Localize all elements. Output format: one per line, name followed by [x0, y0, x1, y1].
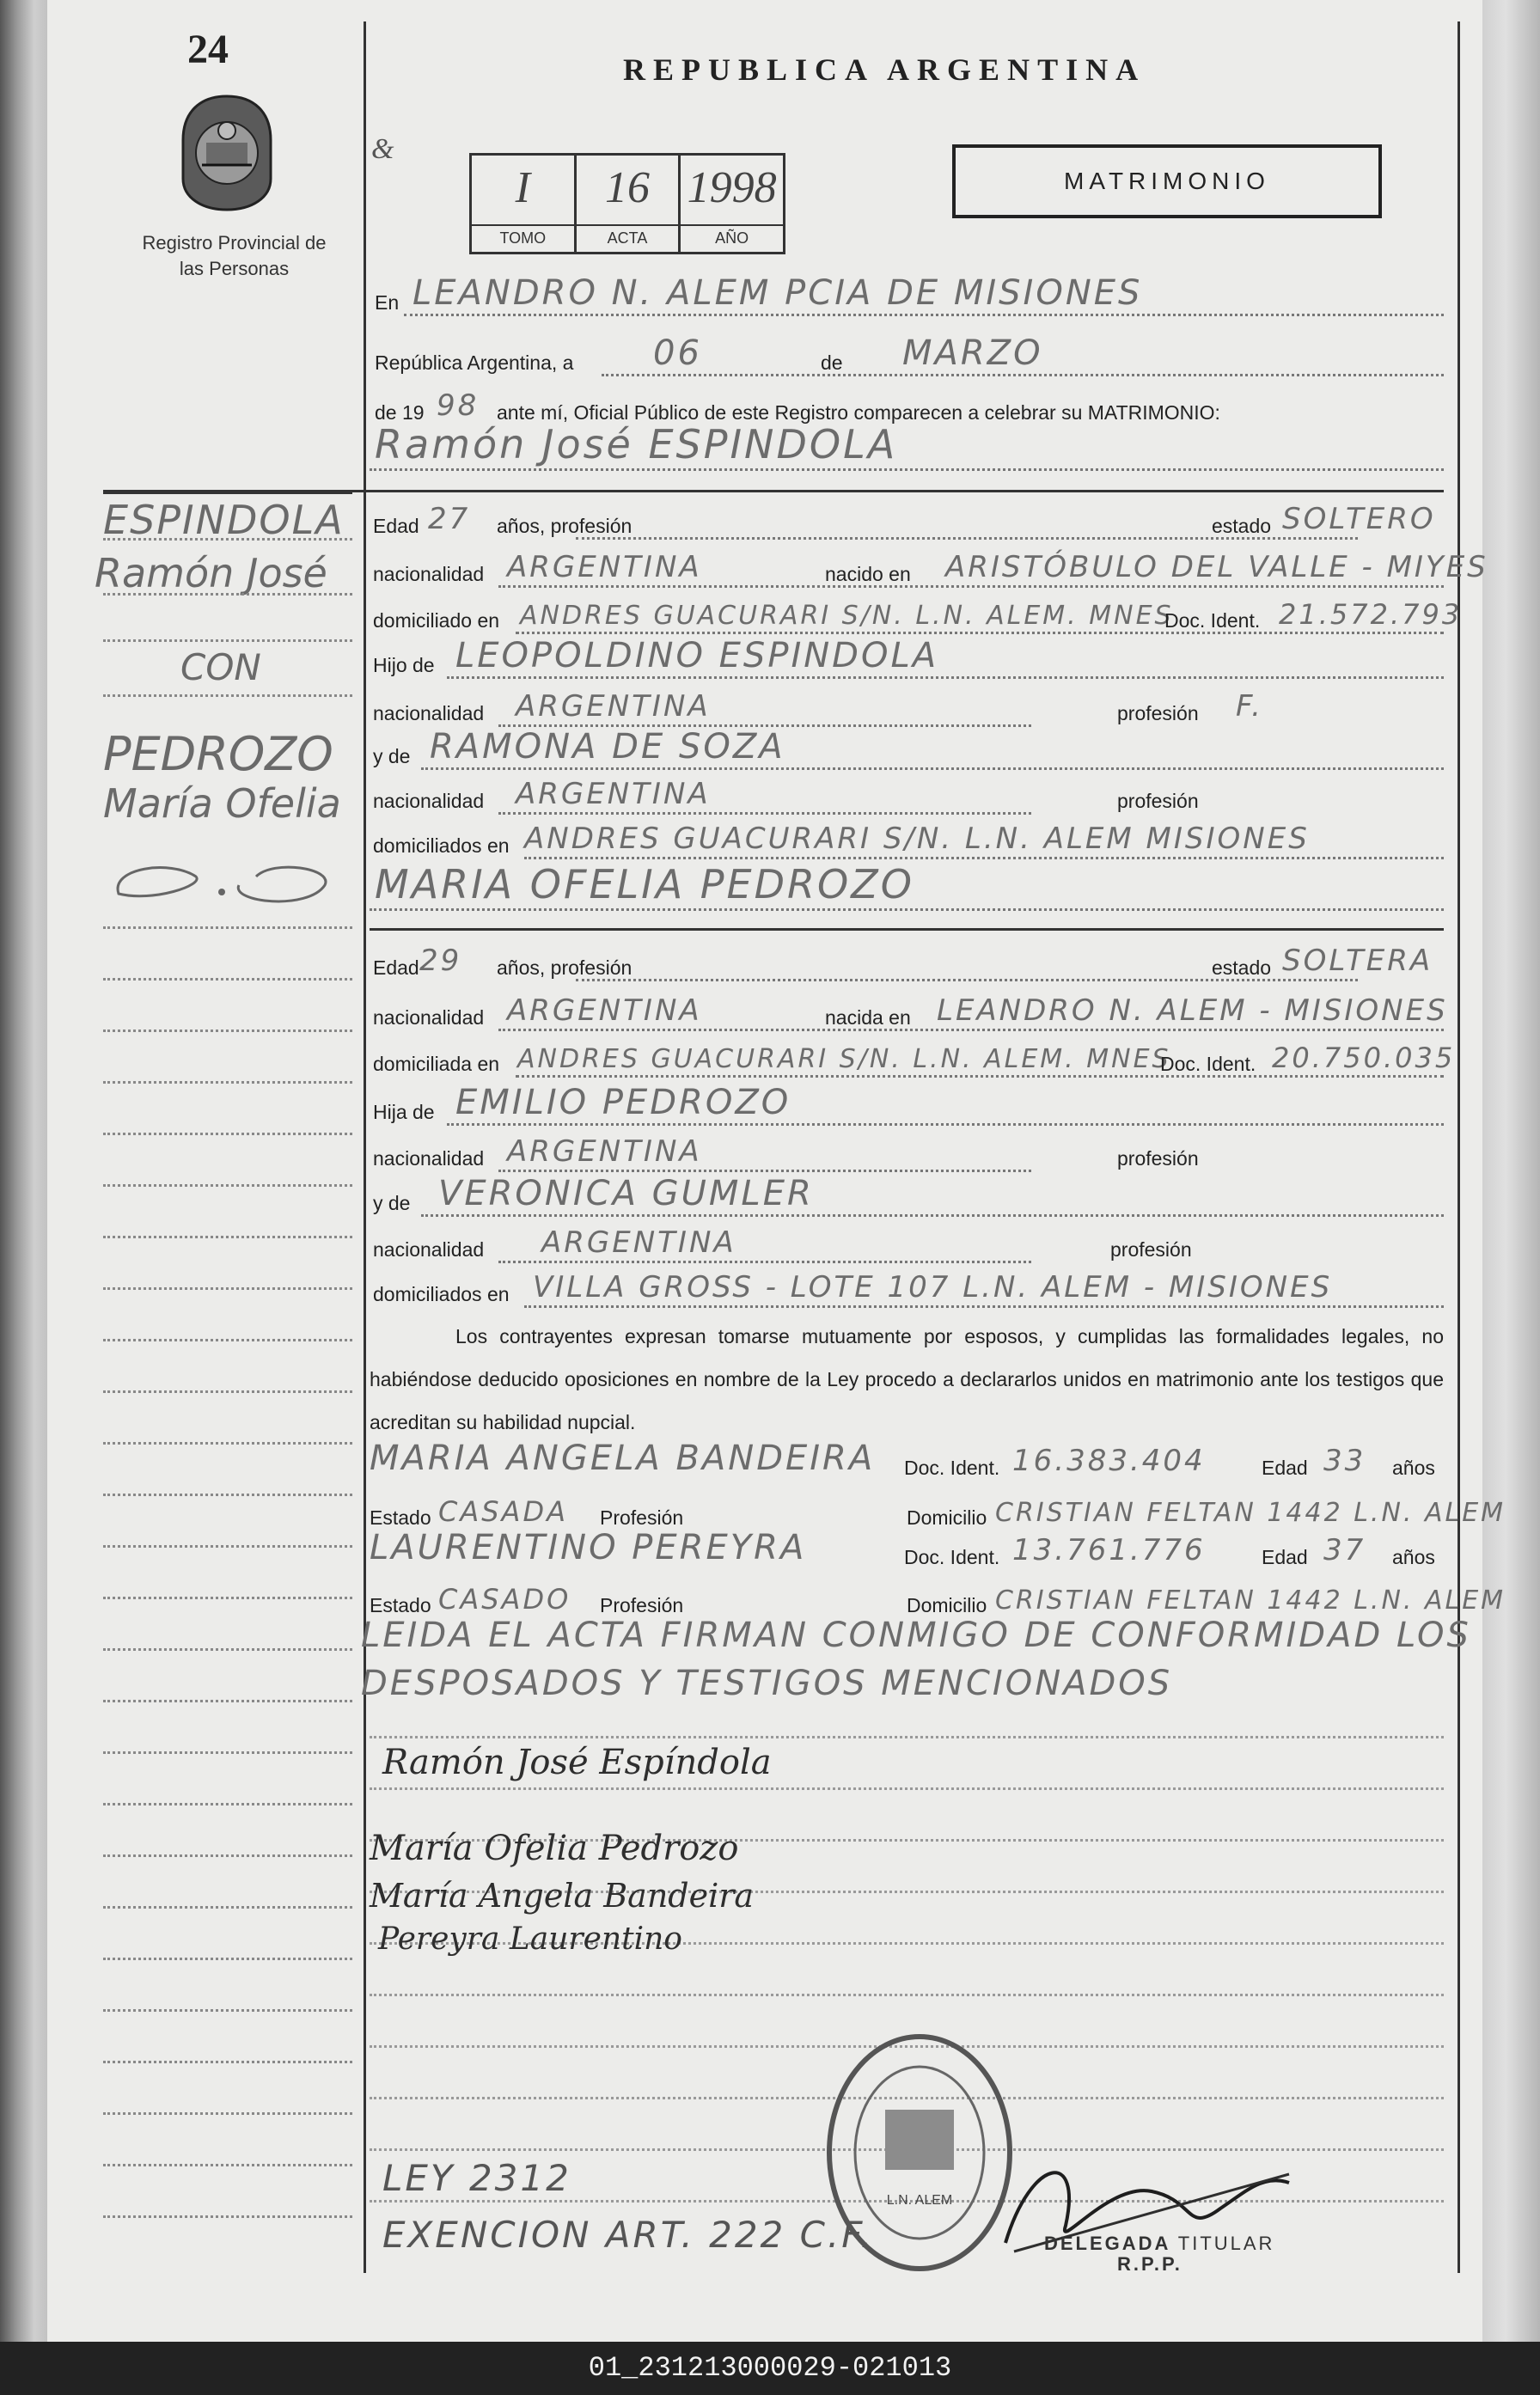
margin-ruled-line — [103, 2061, 352, 2063]
ruled-line — [370, 1994, 1444, 1996]
place-value: LEANDRO N. ALEM PCIA DE MISIONES — [412, 273, 1143, 313]
groom-name-row — [370, 421, 1444, 476]
book-binding-left — [0, 0, 52, 2342]
dotted-line — [516, 632, 1444, 634]
margin-ruled-line — [103, 1133, 352, 1135]
groom-parents-dom-row — [370, 818, 1444, 865]
margin-ruled-line — [103, 1751, 352, 1754]
mother-nac-label: nacionalidad — [373, 790, 485, 812]
bride-nacionalidad: ARGENTINA — [507, 993, 702, 1028]
act-type-box: MATRIMONIO — [952, 144, 1382, 218]
dotted-line — [447, 1123, 1444, 1126]
estado-label: estado — [1212, 515, 1272, 537]
witness1-domicilio-label: Domicilio — [907, 1506, 987, 1529]
bride-age-row — [370, 940, 1444, 987]
margin-ruled-line — [103, 1390, 352, 1393]
tomo-value: I — [515, 163, 530, 212]
groom-age: 27 — [428, 502, 471, 536]
ano-label: AÑO — [681, 224, 783, 252]
delegada-text: DELEGADA — [1044, 2233, 1170, 2254]
margin-ruled-line — [103, 1648, 352, 1651]
day-value: 06 — [653, 333, 702, 373]
bride-nationality-row — [370, 990, 1448, 1036]
groom-nationality-row — [370, 547, 1488, 593]
dotted-line — [421, 1214, 1444, 1217]
nacionalidad-label: nacionalidad — [373, 1006, 485, 1029]
bride-father: EMILIO PEDROZO — [455, 1083, 791, 1122]
month-value: MARZO — [902, 333, 1043, 373]
register-box — [469, 153, 785, 254]
bride-father-row — [370, 1084, 1444, 1131]
witness1-doc: 16.383.404 — [1012, 1444, 1206, 1478]
domiciliada-label: domiciliada en — [373, 1053, 500, 1075]
domiciliado-label: domiciliado en — [373, 609, 500, 632]
witness1-profesion-label: Profesión — [600, 1506, 684, 1529]
stamp-location: L.N. ALEM — [886, 2193, 953, 2208]
doc-label: Doc. Ident. — [1160, 1053, 1256, 1075]
left-column-divider — [364, 21, 366, 2273]
nacido-label: nacido en — [825, 563, 911, 585]
dotted-line — [498, 585, 1444, 588]
doc-label: Doc. Ident. — [1164, 609, 1261, 632]
margin-con: CON — [180, 646, 261, 688]
nacionalidad-label: nacionalidad — [373, 563, 485, 585]
witness2-profesion-label: Profesión — [600, 1594, 684, 1616]
file-id-footer: 01_231213000029-021013 — [0, 2342, 1540, 2395]
acta-cell — [577, 156, 681, 252]
ruled-line — [370, 1787, 1444, 1790]
hija-label: Hija de — [373, 1101, 435, 1123]
witness1-name-row — [370, 1440, 1444, 1487]
bride-mother-nat-row — [370, 1222, 1444, 1268]
dotted-line — [370, 908, 1444, 911]
witness1-signature: María Angela Bandeira — [370, 1877, 755, 1915]
bride-age: 29 — [419, 944, 462, 978]
yde-label: y de — [373, 745, 411, 767]
closing-line-2: DESPOSADOS Y TESTIGOS MENCIONADOS — [361, 1664, 1173, 1703]
bride-signature: María Ofelia Pedrozo — [370, 1829, 739, 1868]
margin-ruled-line — [103, 2112, 352, 2115]
bride-domicile-row — [370, 1036, 1456, 1083]
bride-domicilio: ANDRES GUACURARI S/N. L.N. ALEM. MNES — [517, 1044, 1171, 1074]
country-title: REPUBLICA ARGENTINA — [623, 52, 1146, 87]
padres-dom-label: domiciliados en — [373, 834, 510, 857]
witness1-domicilio: CRISTIAN FELTAN 1442 L.N. ALEM — [995, 1498, 1506, 1528]
margin-ruled-line — [103, 1597, 352, 1599]
year-prefix: de 19 — [375, 401, 425, 424]
republica-label: República Argentina, a — [375, 351, 574, 374]
bride-father-nat-row — [370, 1131, 1444, 1177]
dotted-line — [404, 314, 1444, 316]
rpp-label: R.P.P. — [1117, 2253, 1182, 2275]
yde-label: y de — [373, 1192, 411, 1214]
mother-prof-label: profesión — [1110, 1238, 1192, 1261]
en-label: En — [375, 291, 400, 314]
father-nac-label: nacionalidad — [373, 1147, 485, 1170]
page-number: 24 — [187, 27, 229, 72]
witness2-edad-label: Edad — [1262, 1546, 1308, 1568]
witness1-estado-label: Estado — [370, 1506, 431, 1529]
margin-top-line — [103, 492, 352, 494]
witness2-domicilio-label: Domicilio — [907, 1594, 987, 1616]
book-edge-right — [1480, 0, 1540, 2342]
bride-doc: 20.750.035 — [1272, 1042, 1456, 1074]
bride-parents-dom: VILLA GROSS - LOTE 107 L.N. ALEM - MISIONES — [533, 1270, 1333, 1304]
margin-ruled-line — [103, 2009, 352, 2012]
witness1-estado: CASADA — [438, 1495, 568, 1528]
witness1-edad-label: Edad — [1262, 1457, 1308, 1479]
dotted-line — [498, 812, 1031, 815]
margin-ruled-line — [103, 1081, 352, 1084]
edad-label: Edad — [373, 515, 419, 537]
dotted-line — [498, 1029, 1444, 1031]
mother-nac-label: nacionalidad — [373, 1238, 485, 1261]
groom-signature: Ramón José Espíndola — [382, 1743, 772, 1782]
dotted-line — [498, 1170, 1031, 1172]
dotted-line — [602, 374, 1444, 376]
groom-doc: 21.572.793 — [1279, 598, 1463, 631]
witness2-anos-label: años — [1392, 1546, 1435, 1568]
titular-text: TITULAR — [1177, 2233, 1275, 2254]
bride-mother-nac: ARGENTINA — [541, 1225, 736, 1260]
dotted-line — [524, 857, 1444, 859]
groom-nacionalidad: ARGENTINA — [507, 550, 702, 584]
father-prof-label: profesión — [1117, 702, 1199, 724]
margin-ruled-line — [103, 1906, 352, 1909]
declaration-text: Los contrayentes expresan tomarse mutuamente por esposos, y cumplidas las formalidades legales, no habiéndose deducido oposiciones en nombre de la Ley procedo a declararlos unidos en matrimonio ante los testigos que acreditan su habilidad nupcial. — [370, 1325, 1444, 1433]
right-page-border — [1458, 21, 1460, 2273]
margin-ruled-line — [103, 1287, 352, 1290]
margin-initials-icon — [101, 851, 342, 920]
groom-mother-row — [370, 729, 1444, 775]
bride-separator — [370, 928, 1444, 931]
margin-ruled-line — [103, 1958, 352, 1960]
bride-father-nac: ARGENTINA — [507, 1134, 702, 1169]
mother-prof-label: profesión — [1117, 790, 1199, 812]
margin-ruled-line — [103, 694, 352, 697]
de-label: de — [821, 351, 843, 374]
groom-nacido-en: ARISTÓBULO DEL VALLE - MIYES — [945, 550, 1488, 584]
margin-ruled-line — [103, 1700, 352, 1702]
margin-surname-groom: ESPINDOLA — [103, 497, 345, 543]
witness2-name: LAURENTINO PEREYRA — [370, 1528, 807, 1567]
bride-nacida-en: LEANDRO N. ALEM - MISIONES — [937, 993, 1448, 1028]
margin-given-groom: Ramón José — [95, 550, 327, 596]
dotted-line — [524, 1305, 1444, 1308]
margin-ruled-line — [103, 538, 352, 541]
groom-father-row — [370, 638, 1444, 684]
nacida-label: nacida en — [825, 1006, 911, 1029]
groom-domicilio: ANDRES GUACURARI S/N. L.N. ALEM. MNES — [520, 601, 1174, 631]
margin-given-bride: María Ofelia — [103, 780, 341, 827]
closing-line-1: LEIDA EL ACTA FIRMAN CONMIGO DE CONFORMIDAD LOS — [361, 1616, 1471, 1655]
witness1-doc-label: Doc. Ident. — [904, 1457, 1000, 1479]
witness2-signature: Pereyra Laurentino — [378, 1921, 682, 1957]
acta-label: ACTA — [577, 224, 679, 252]
provincial-seal-icon — [176, 93, 278, 213]
acta-value: 16 — [605, 163, 650, 212]
tomo-cell — [472, 156, 577, 252]
margin-ruled-line — [103, 926, 352, 929]
margin-ruled-line — [103, 593, 352, 596]
witness2-estado: CASADO — [438, 1583, 571, 1616]
margin-ruled-line — [103, 2215, 352, 2218]
ley-note: LEY 2312 — [382, 2157, 571, 2199]
date-row — [370, 335, 1444, 382]
bride-mother-row — [370, 1176, 1444, 1222]
exencion-note: EXENCION ART. 222 C.F. — [382, 2214, 875, 2256]
father-prof-label: profesión — [1117, 1147, 1199, 1170]
groom-mother: RAMONA DE SOZA — [430, 727, 785, 767]
groom-parents-dom: ANDRES GUACURARI S/N. L.N. ALEM MISIONES — [524, 822, 1310, 856]
groom-age-row — [370, 498, 1444, 545]
ano-value: 1998 — [687, 163, 777, 212]
bride-mother: VERONICA GUMLER — [438, 1174, 814, 1213]
anos-profesion-label: años, profesión — [497, 956, 632, 979]
margin-ruled-line — [103, 1029, 352, 1032]
margin-ruled-line — [103, 1184, 352, 1187]
hijo-label: Hijo de — [373, 654, 435, 676]
margin-ruled-line — [103, 1339, 352, 1341]
margin-ruled-line — [103, 978, 352, 981]
margin-ruled-line — [103, 1545, 352, 1548]
witness1-anos-label: años — [1392, 1457, 1435, 1479]
witness2-doc-label: Doc. Ident. — [904, 1546, 1000, 1568]
dotted-line — [498, 1261, 1031, 1263]
bride-estado: SOLTERA — [1282, 944, 1433, 978]
witness2-domicilio: CRISTIAN FELTAN 1442 L.N. ALEM — [995, 1585, 1506, 1616]
witness2-estado-label: Estado — [370, 1594, 431, 1616]
witness1-name: MARIA ANGELA BANDEIRA — [370, 1439, 876, 1478]
father-nac-label: nacionalidad — [373, 702, 485, 724]
witness2-age: 37 — [1323, 1533, 1366, 1567]
witness2-doc: 13.761.776 — [1012, 1533, 1206, 1567]
ano-cell — [681, 156, 783, 252]
dotted-line — [370, 468, 1444, 471]
edad-label: Edad — [373, 956, 419, 979]
groom-father-prof: F. — [1236, 689, 1263, 724]
dotted-line — [447, 676, 1444, 679]
margin-ruled-line — [103, 2164, 352, 2166]
registry-name: Registro Provincial de las Personas — [142, 232, 327, 279]
delegada-label — [1044, 2233, 1274, 2255]
statement: ante mí, Oficial Público de este Registro comparecen a celebrar su MATRIMONIO: — [497, 401, 1220, 424]
groom-father: LEOPOLDINO ESPINDOLA — [455, 636, 939, 675]
padres-dom-label: domiciliados en — [373, 1283, 510, 1305]
witness1-age: 33 — [1323, 1444, 1366, 1478]
bride-name-row — [370, 861, 1444, 916]
dotted-line — [421, 767, 1444, 770]
groom-mother-nac: ARGENTINA — [516, 777, 711, 811]
margin-surname-bride: PEDROZO — [103, 727, 333, 781]
check-mark: & — [371, 133, 394, 165]
margin-ruled-line — [103, 1803, 352, 1805]
groom-mother-nat-row — [370, 773, 1444, 820]
margin-ruled-line — [103, 1442, 352, 1445]
margin-ruled-line — [103, 639, 352, 642]
bride-parents-dom-row — [370, 1267, 1444, 1313]
year-suffix: 98 — [437, 388, 480, 423]
groom-name: Ramón José ESPINDOLA — [375, 421, 898, 467]
groom-estado: SOLTERO — [1282, 502, 1436, 536]
place-row — [370, 275, 1444, 321]
bride-name: MARIA OFELIA PEDROZO — [375, 861, 914, 907]
margin-ruled-line — [103, 1236, 352, 1238]
margin-ruled-line — [103, 1854, 352, 1857]
dotted-line — [516, 1075, 1444, 1078]
anos-profesion-label: años, profesión — [497, 515, 632, 537]
groom-domicile-row — [370, 593, 1463, 639]
groom-father-nac: ARGENTINA — [516, 689, 711, 724]
estado-label: estado — [1212, 956, 1272, 979]
ruled-line — [370, 1736, 1444, 1738]
margin-ruled-line — [103, 1494, 352, 1496]
witness2-name-row — [370, 1530, 1444, 1576]
tomo-label: TOMO — [472, 224, 574, 252]
groom-father-nat-row — [370, 686, 1444, 732]
